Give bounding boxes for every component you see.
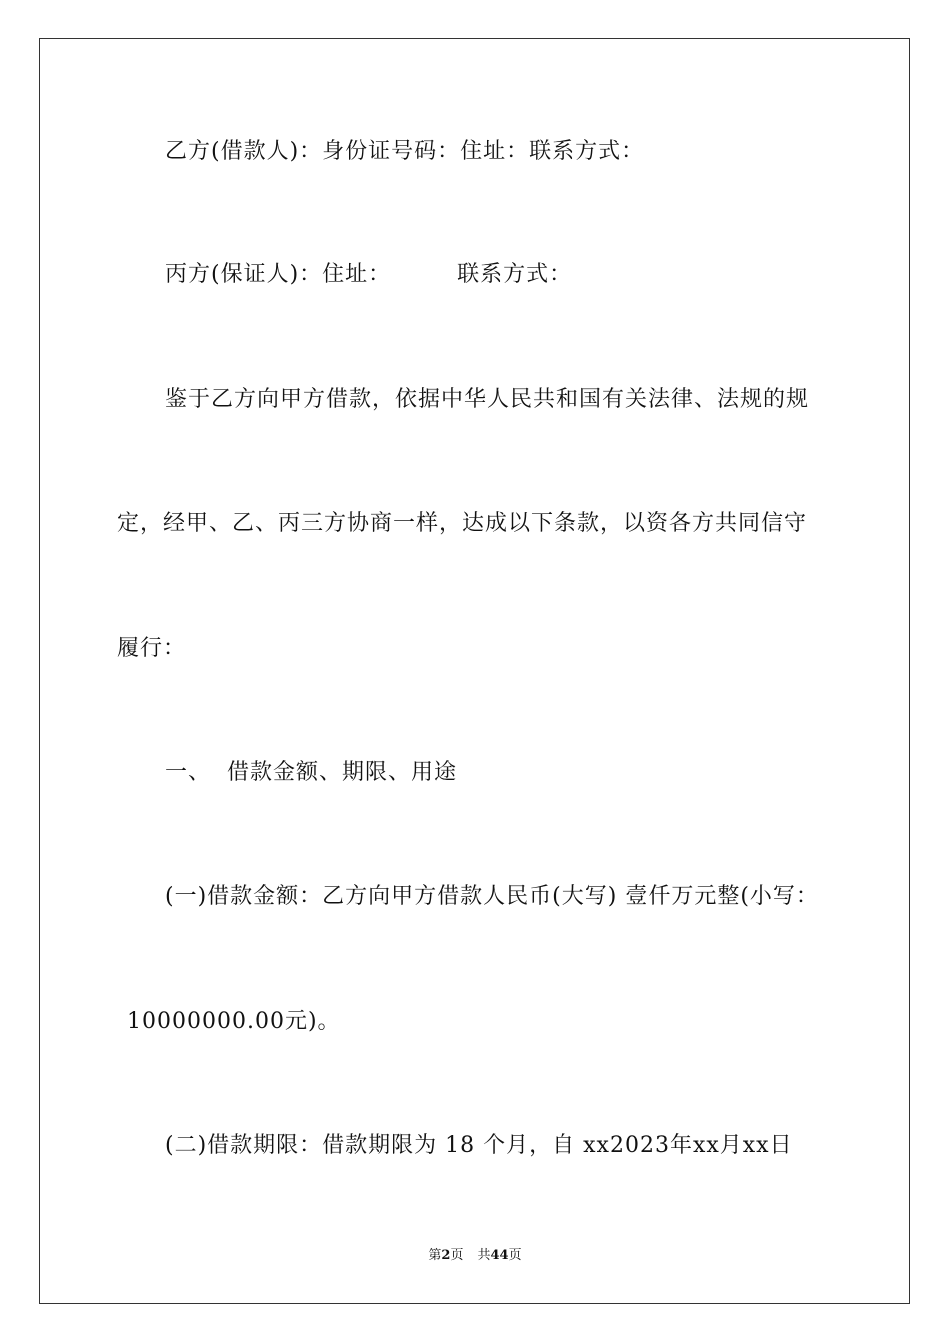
preamble-line-3: 履行： <box>117 636 187 661</box>
clause-amount-line-2: 10000000.00元)。 <box>127 1009 341 1034</box>
paragraph-line <box>117 636 186 662</box>
section-1-title: 一、 借款金额、期限、用途 <box>165 760 457 785</box>
footer-page-unit: 页 <box>450 1248 464 1263</box>
party-c-contact-text: 联系方式： <box>457 262 573 287</box>
page-frame <box>39 38 910 1304</box>
footer-total-prefix: 共 <box>477 1248 491 1263</box>
clause-term-line-1: (二)借款期限：借款期限为 18 个月，自 xx2023年xx月xx日 <box>165 1133 793 1158</box>
footer-total-pages: 44 <box>490 1248 509 1263</box>
paragraph-line <box>117 511 807 537</box>
clause-line <box>127 1009 341 1035</box>
preamble-line-1: 鉴于乙方向甲方借款，依据中华人民共和国有关法律、法规的规 <box>165 387 810 412</box>
page-footer <box>0 1247 950 1265</box>
footer-page-number: 2 <box>441 1248 451 1263</box>
party-b-line <box>165 139 644 165</box>
section-heading <box>165 760 457 786</box>
footer-prefix: 第 <box>428 1248 442 1263</box>
clause-line <box>165 1133 793 1159</box>
clause-amount-line-1: (一)借款金额：乙方向甲方借款人民币(大写) 壹仟万元整(小写： <box>165 884 819 909</box>
paragraph-line <box>165 387 809 413</box>
party-c-line <box>165 262 572 288</box>
clause-line <box>165 884 819 910</box>
party-b-text: 乙方(借款人)：身份证号码：住址：联系方式： <box>165 139 645 164</box>
footer-total-unit: 页 <box>508 1248 522 1263</box>
party-c-address-text: 丙方(保证人)：住址： <box>165 262 392 287</box>
preamble-line-2: 定，经甲、乙、丙三方协商一样，达成以下条款，以资各方共同信守 <box>117 511 808 536</box>
